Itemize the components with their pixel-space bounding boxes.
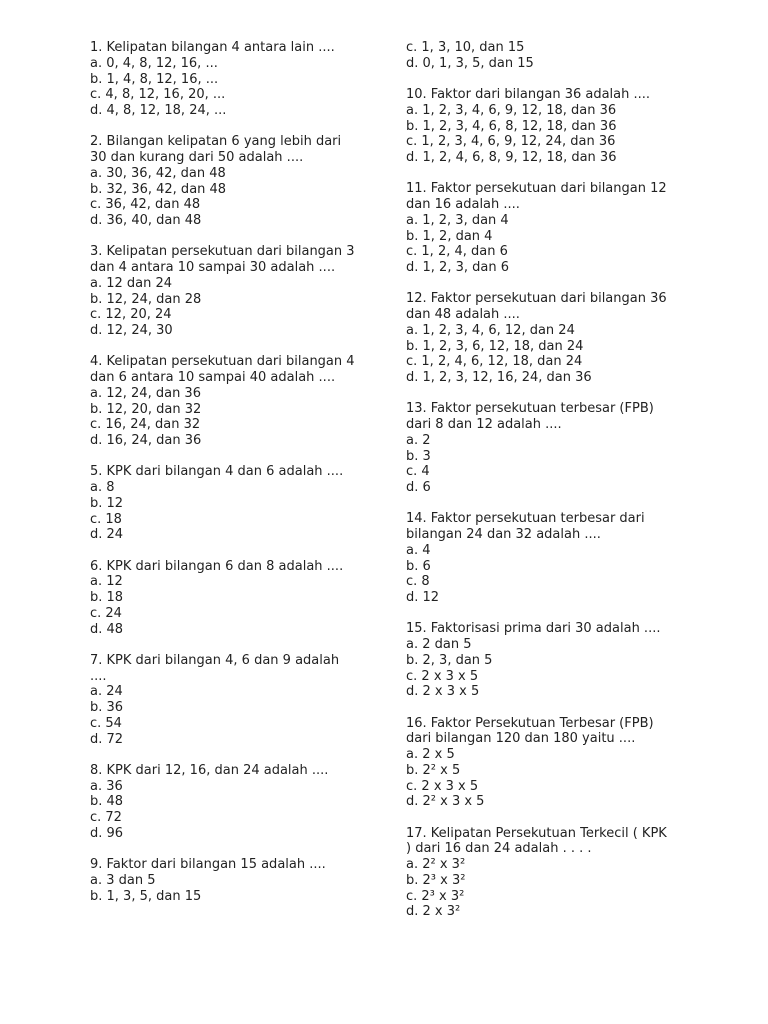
answer-option: a. 3 dan 5 xyxy=(90,872,156,888)
question-block xyxy=(90,464,380,543)
question-text: 14. Faktor persekutuan terbesar dari xyxy=(406,511,645,527)
question-block xyxy=(406,181,696,276)
question-block xyxy=(406,401,696,496)
question-text: 7. KPK dari bilangan 4, 6 dan 9 adalah xyxy=(90,652,340,668)
question-text: dari bilangan 120 dan 180 yaitu .... xyxy=(406,731,636,747)
question-block xyxy=(90,559,380,638)
answer-option: c. 12, 20, 24 xyxy=(90,307,172,323)
answer-option: d. 36, 40, dan 48 xyxy=(90,213,202,228)
answer-option: a. 36 xyxy=(90,778,123,794)
answer-option: a. 0, 4, 8, 12, 16, ... xyxy=(90,55,218,71)
answer-option: b. 36 xyxy=(90,700,124,715)
question-text: dan 48 adalah .... xyxy=(406,307,520,322)
question-text: 2. Bilangan kelipatan 6 yang lebih dari xyxy=(90,134,342,150)
answer-option: c. 1, 2, 4, 6, 12, 18, dan 24 xyxy=(406,354,583,370)
answer-option: a. 1, 2, 3, dan 4 xyxy=(406,212,509,228)
answer-option: b. 1, 2, dan 4 xyxy=(406,228,493,244)
answer-option: d. 4, 8, 12, 18, 24, ... xyxy=(90,103,227,118)
answer-option: c. 24 xyxy=(90,605,122,621)
question-text: dan 4 antara 10 sampai 30 adalah .... xyxy=(90,260,336,275)
answer-option: a. 30, 36, 42, dan 48 xyxy=(90,165,226,181)
question-text: dan 6 antara 10 sampai 40 adalah .... xyxy=(90,370,336,385)
answer-option: d. 1, 2, 3, 12, 16, 24, dan 36 xyxy=(406,370,592,385)
question-text: bilangan 24 dan 32 adalah .... xyxy=(406,527,601,542)
question-block xyxy=(90,244,380,339)
question-text: 6. KPK dari bilangan 6 dan 8 adalah .... xyxy=(90,558,344,574)
answer-option: a. 1, 2, 3, 4, 6, 9, 12, 18, dan 36 xyxy=(406,102,617,118)
answer-option: d. 72 xyxy=(90,731,124,747)
answer-option: c. 2 x 3 x 5 xyxy=(406,778,479,794)
question-block xyxy=(90,134,380,229)
answer-option: b. 3 xyxy=(406,448,431,464)
answer-option: c. 4, 8, 12, 16, 20, ... xyxy=(90,87,226,103)
question-block xyxy=(90,653,380,748)
answer-option: c. 54 xyxy=(90,715,122,731)
answer-option: b. 1, 4, 8, 12, 16, ... xyxy=(90,71,219,87)
question-text: .... xyxy=(90,668,107,684)
answer-option: d. 2 x 3 x 5 xyxy=(406,684,480,700)
answer-option: a. 12, 24, dan 36 xyxy=(90,385,201,401)
option-c: c. 1, 3, 10, dan 15 xyxy=(406,40,525,55)
question-text: 13. Faktor persekutuan terbesar (FPB) xyxy=(406,401,654,417)
answer-option: b. 1, 2, 3, 4, 6, 8, 12, 18, dan 36 xyxy=(406,118,617,134)
question-text: 17. Kelipatan Persekutuan Terkecil ( KPK xyxy=(406,825,667,841)
question-text: 10. Faktor dari bilangan 36 adalah .... xyxy=(406,87,651,102)
question-text: 9. Faktor dari bilangan 15 adalah .... xyxy=(90,857,326,872)
question-text: ) dari 16 dan 24 adalah . . . . xyxy=(406,841,592,857)
question-block xyxy=(90,354,380,449)
answer-option: c. 1, 2, 3, 4, 6, 9, 12, 24, dan 36 xyxy=(406,134,616,150)
question-block xyxy=(406,511,696,606)
answer-option: c. 8 xyxy=(406,574,430,590)
question-block xyxy=(90,857,380,904)
answer-option: b. 18 xyxy=(90,590,124,605)
answer-option: b. 32, 36, 42, dan 48 xyxy=(90,181,227,197)
question-text: 30 dan kurang dari 50 adalah .... xyxy=(90,150,304,165)
answer-option: b. 12, 24, dan 28 xyxy=(90,291,202,307)
answer-option: c. 1, 2, 4, dan 6 xyxy=(406,244,508,260)
answer-option: b. 2² x 5 xyxy=(406,762,461,778)
answer-option: b. 12, 20, dan 32 xyxy=(90,401,202,417)
answer-option: a. 2 x 5 xyxy=(406,747,455,762)
answer-option: d. 2 x 3² xyxy=(406,904,461,920)
answer-option: d. 1, 2, 3, dan 6 xyxy=(406,260,509,275)
answer-option: c. 2 x 3 x 5 xyxy=(406,668,479,684)
question-text: 3. Kelipatan persekutuan dari bilangan 3 xyxy=(90,244,355,260)
question-9-continuation xyxy=(406,40,696,72)
question-block xyxy=(406,621,696,700)
answer-option: a. 2 dan 5 xyxy=(406,637,472,652)
answer-option: b. 48 xyxy=(90,794,124,810)
question-text: 12. Faktor persekutuan dari bilangan 36 xyxy=(406,291,667,307)
answer-option: d. 48 xyxy=(90,621,124,637)
answer-option: b. 1, 2, 3, 6, 12, 18, dan 24 xyxy=(406,338,584,354)
option-d: d. 0, 1, 3, 5, dan 15 xyxy=(406,55,534,71)
answer-option: a. 1, 2, 3, 4, 6, 12, dan 24 xyxy=(406,322,575,338)
answer-option: c. 16, 24, dan 32 xyxy=(90,417,201,433)
answer-option: c. 36, 42, dan 48 xyxy=(90,197,201,213)
question-block xyxy=(406,87,696,166)
question-block xyxy=(406,826,696,921)
question-text: 15. Faktorisasi prima dari 30 adalah .... xyxy=(406,621,661,637)
question-block xyxy=(90,40,380,119)
answer-option: b. 2³ x 3² xyxy=(406,872,466,888)
answer-option: b. 12 xyxy=(90,495,124,511)
answer-option: b. 6 xyxy=(406,558,431,574)
answer-option: b. 1, 3, 5, dan 15 xyxy=(90,888,202,904)
answer-option: d. 96 xyxy=(90,825,124,841)
answer-option: c. 2³ x 3² xyxy=(406,888,465,904)
question-text: 1. Kelipatan bilangan 4 antara lain .... xyxy=(90,40,335,55)
answer-option: a. 4 xyxy=(406,542,431,558)
answer-option: d. 24 xyxy=(90,527,124,543)
answer-option: b. 2, 3, dan 5 xyxy=(406,652,493,668)
answer-option: c. 72 xyxy=(90,810,122,825)
answer-option: a. 12 dan 24 xyxy=(90,275,173,291)
answer-option: a. 2 xyxy=(406,432,431,448)
question-text: 16. Faktor Persekutuan Terbesar (FPB) xyxy=(406,715,654,731)
answer-option: d. 2² x 3 x 5 xyxy=(406,794,485,810)
answer-option: c. 18 xyxy=(90,511,122,527)
left-column xyxy=(90,40,380,920)
right-column xyxy=(406,40,696,936)
answer-option: d. 1, 2, 4, 6, 8, 9, 12, 18, dan 36 xyxy=(406,150,617,165)
answer-option: a. 24 xyxy=(90,684,123,700)
answer-option: d. 16, 24, dan 36 xyxy=(90,433,202,448)
answer-option: d. 12 xyxy=(406,590,440,605)
question-text: dari 8 dan 12 adalah .... xyxy=(406,417,562,432)
answer-option: d. 12, 24, 30 xyxy=(90,323,173,338)
question-block xyxy=(406,291,696,386)
question-block xyxy=(406,716,696,811)
question-text: 11. Faktor persekutuan dari bilangan 12 xyxy=(406,181,667,197)
question-text: 5. KPK dari bilangan 4 dan 6 adalah .... xyxy=(90,464,344,480)
question-text: 4. Kelipatan persekutuan dari bilangan 4 xyxy=(90,354,355,370)
question-block xyxy=(90,763,380,842)
answer-option: c. 4 xyxy=(406,464,430,480)
answer-option: a. 8 xyxy=(90,480,115,495)
answer-option: d. 6 xyxy=(406,480,431,495)
answer-option: a. 12 xyxy=(90,574,123,590)
question-text: dan 16 adalah .... xyxy=(406,197,520,212)
question-text: 8. KPK dari 12, 16, dan 24 adalah .... xyxy=(90,762,329,778)
answer-option: a. 2² x 3² xyxy=(406,857,466,872)
